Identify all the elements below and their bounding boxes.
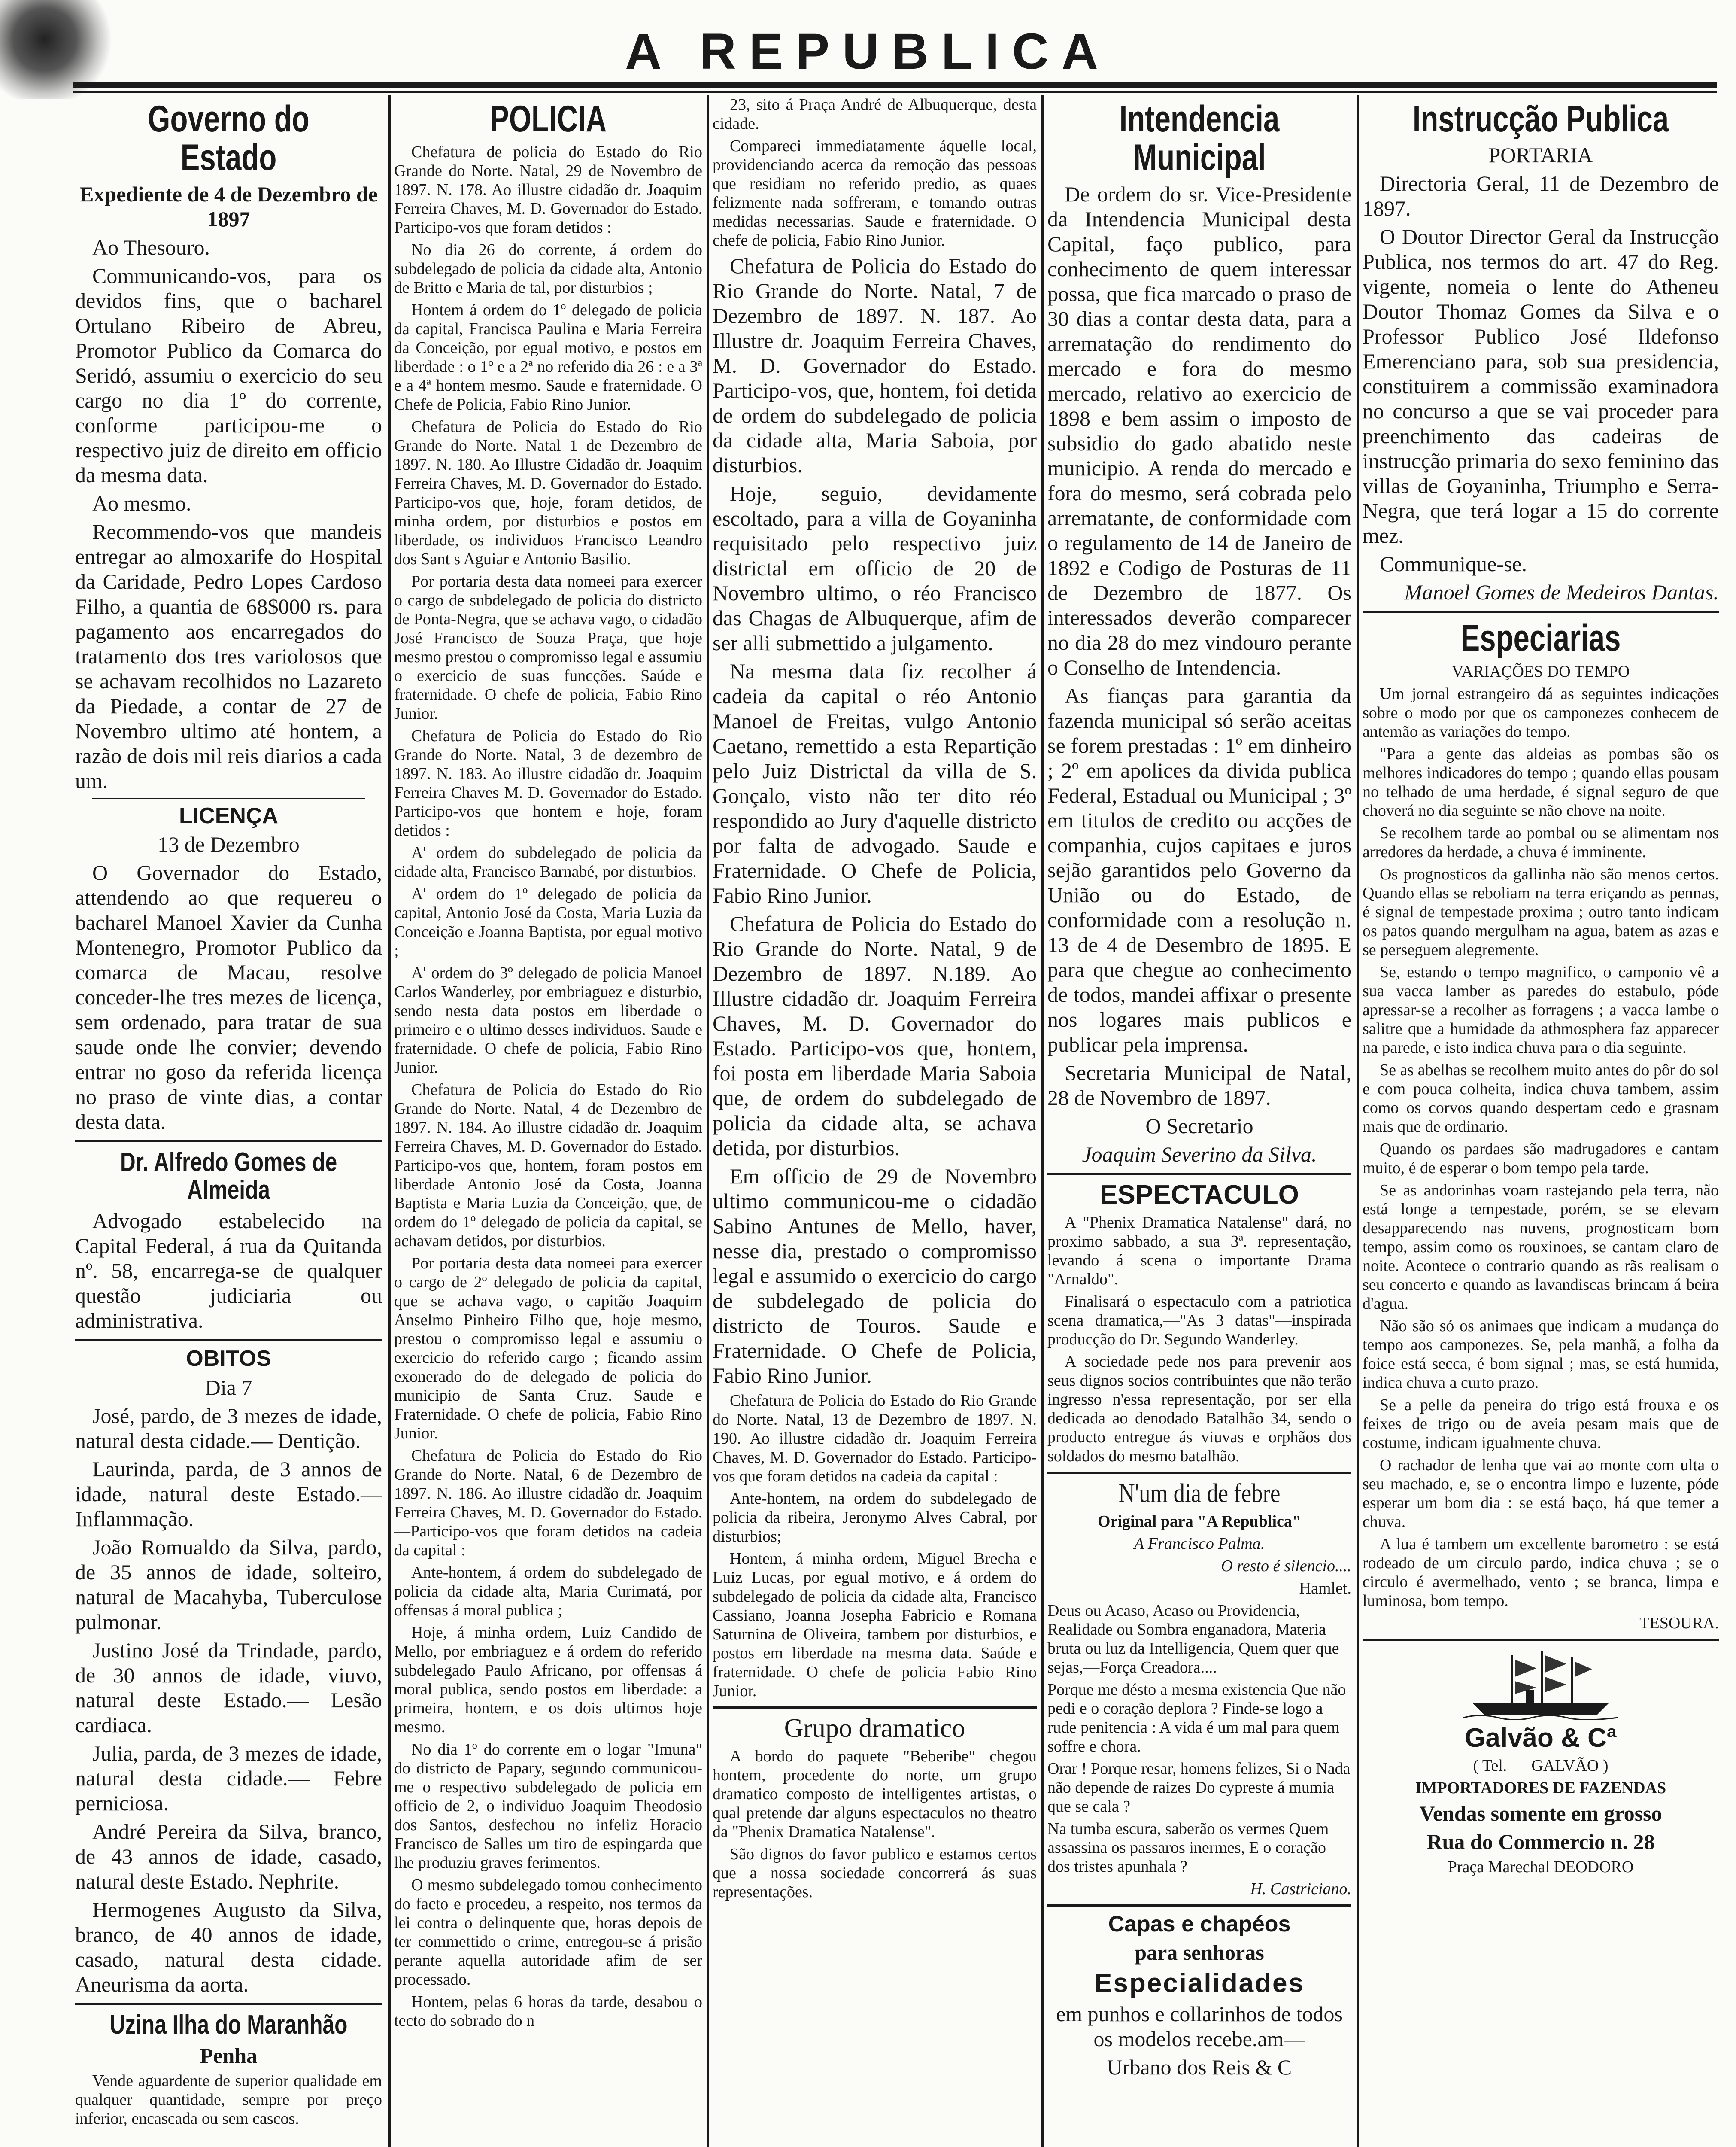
top-rule-thin — [73, 91, 1717, 93]
galvao-importers: IMPORTADORES DE FAZENDAS — [1415, 1779, 1666, 1797]
paragraph: O mesmo subdelegado tomou conhecimento do facto e procedeu, a respeito, nos termos da lei contra o delinquente que, horas depois de ter commettido o crime, entregou-se á prisão perante aquella autoridade afim de ser processado. — [394, 1876, 702, 1989]
paragraph: A lua é tambem um excellente barometro : se está rodeado de um circulo pardo, indica chuva ; se o circulo é avermelhado, vento ; se branca, limpa e luminosa, bom tempo. — [1363, 1535, 1719, 1610]
paragraph: A "Phenix Dramatica Natalense" dará, no proximo sabbado, a sua 3ª. representação, levando á scena o importante Drama "Arnaldo". — [1047, 1213, 1351, 1288]
divider — [75, 2003, 382, 2005]
obitos-title: OBITOS — [186, 1346, 271, 1372]
paragraph: Por portaria desta data nomeei para exercer o cargo de subdelegado de policia do districto de Ponta-Negra, que se achava vago, o cidadão José Francisco de Souza Praça, que hoje mesmo prestou o compromisso legal e assumiu o exercicio de suas funcções. Saúde e fraternidade. O chefe de policia, Fabio Rino Junior. — [394, 572, 702, 723]
poem-stanza: Porque me désto a mesma existencia Que não pedi e o coração deplora ? Finde-se logo a rude penitencia : A vida é um mal para quem soffre e chora. — [1047, 1680, 1346, 1755]
paragraph: A' ordem do 3º delegado de policia Manoel Carlos Wanderley, por embriaguez e disturbio, sendo nesta data postos em liberdade o primeiro e o ultimo desses individuos. Saude e fraternidade. O chefe de policia, Fabio Rino Junior. — [394, 964, 702, 1077]
obito-entry: João Romualdo da Silva, pardo, de 35 annos de idade, solteiro, natural de Macahyba, Tuberculose pulmonar. — [75, 1535, 382, 1634]
signature-name: Joaquim Severino da Silva. — [1082, 1142, 1317, 1166]
paragraph: 23, sito á Praça André de Albuquerque, desta cidade. — [713, 96, 1037, 133]
column-rule — [1041, 95, 1044, 2147]
paragraph: Chefatura de Policia do Estado do Rio Grande do Norte. Natal, 9 de Dezembro de 1897. N.189. Ao Illustre cidadão dr. Joaquim Ferreira Chaves, M. D. Governador do Estado. Participo-vos que, hontem, foi posta em liberdade Maria Saboia que, de ordem do subdelegado de policia da cidade alta, se achava detida, por disturbios. — [713, 912, 1037, 1160]
ad-title: Capas e chapéos — [1108, 1911, 1291, 1937]
paragraph: Quando os pardaes são madrugadores e cantam muito, é de esperar o bom tempo pela tarde. — [1363, 1140, 1719, 1177]
ad-subtitle: para senhoras — [1135, 1940, 1264, 1965]
paragraph: As fianças para garantia da fazenda municipal só serão aceitas se forem prestadas : 1º em dinheiro ; 2º em apolices da divida publica Federal, Estadual ou Municipal ; 3º em titulos de credito ou acções de companhia, cujos capitaes e juros sejão garantidos pelo Governo da União ou do Estado, de conformidade com a resolução n. 13 de 4 de Desembro de 1895. E para que chegue ao conhecimento de todos, mandei affixar o presente nos logares mais publicos e publicar pela imprensa. — [1047, 683, 1351, 1056]
paragraph: Por portaria desta data nomeei para exercer o cargo de 2º delegado de policia da capital, que se achava vago, o capitão Joaquim Anselmo Pinheiro Filho que, hoje mesmo, prestou o compromisso legal e assumiu o exercicio do referido cargo ; ficando assim exonerado do de delegado de policia do municipio de Santa Cruz. Saude e Fraternidade. O chefe de policia, Fabio Rino Junior. — [394, 1254, 702, 1443]
paragraph: Ao mesmo. — [92, 491, 191, 515]
obito-entry: Hermogenes Augusto da Silva, branco, de 40 annos de idade, casado, natural desta cidade. Aneurisma da aorta. — [75, 1897, 382, 1996]
poem-dedication: A Francisco Palma. — [1134, 1534, 1265, 1553]
paragraph: Directoria Geral, 11 de Dezembro de 1897. — [1363, 171, 1719, 221]
divider — [1363, 1639, 1719, 1641]
paragraph: No dia 26 do corrente, á ordem do subdelegado de policia da cidade alta, Antonio de Britto e Maria de tal, por disturbios ; — [394, 241, 702, 297]
section-header-especiarias: Especiarias — [1460, 617, 1621, 659]
paragraph: Em officio de 29 de Novembro ultimo communicou-me o cidadão Sabino Antunes de Mello, haver, nesse dia, prestado o compromisso legal e assumido o exercicio do cargo de subdelegado de policia do districto de Touros. Saude e Fraternidade. O Chefe de Policia, Fabio Rino Junior. — [713, 1164, 1037, 1387]
paragraph: Os prognosticos da gallinha não são menos certos. Quando ellas se reboliam na terra eriçando as pennas, é signal de tempestade proxima ; outro tanto indicam os patos quando mergulham na agua, batem as azas e se perseguem alegremente. — [1363, 865, 1719, 959]
paragraph: Recommendo-vos que mandeis entregar ao almoxarife do Hospital da Caridade, Pedro Lopes Cardoso Filho, a quantia de 68$000 rs. para pagamento aos encarregados do tratamento dos tres variolosos que se achavam recolhidos no Lazareto da Piedade, a contar de 27 de Novembro ultimo até hontem, a razão de dois mil reis diarios a cada um. — [75, 519, 382, 793]
licenca-date: 13 de Dezembro — [158, 832, 300, 857]
column-rule — [707, 95, 709, 2147]
column-rule — [388, 95, 391, 2147]
paragraph: Se recolhem tarde ao pombal ou se alimentam nos arredores da herdade, a chuva é imminente. — [1363, 824, 1719, 861]
top-rule — [73, 82, 1717, 88]
uzina-subtitle: Penha — [200, 2044, 258, 2068]
poem-epigraph-source: Hamlet. — [1299, 1579, 1351, 1597]
obito-entry: Laurinda, parda, de 3 annos de idade, natural deste Estado.— Inflammação. — [75, 1457, 382, 1531]
paragraph: Hontem, á minha ordem, Miguel Brecha e Luiz Lucas, por egual motivo, e á ordem do subdelegado de policia da cidade alta, Francisco Cassiano, Joanna Josepha Fabricio e Romana Saturnina de Oliveira, tambem por disturbios, e postos em liberdade na mesma data. Saúde e fraternidade. O chefe de policia Fabio Rino Junior. — [713, 1550, 1037, 1700]
paragraph: Hontem, pelas 6 horas da tarde, desabou o tecto do sobrado do n — [394, 1993, 702, 2030]
paragraph: Advogado estabelecido na Capital Federal, á rua da Quitanda nº. 58, encarrega-se de qualquer questão judiciaria ou administrativa. — [75, 1209, 382, 1333]
column-governo — [75, 95, 382, 2147]
poem-epigraph: O resto é silencio.... — [1221, 1557, 1351, 1575]
ad-signature: Urbano dos Reis & C — [1107, 2055, 1292, 2080]
variacoes-text — [1363, 684, 1719, 1633]
paragraph: Hontem á ordem do 1º delegado de policia da capital, Francisca Paulina e Maria Ferreira da Conceição, por egual motivo, e postos em liberdade : o 1º e a 2ª no referido dia 26 : e a 3ª e a 4ª hontem mesmo. Saude e fraternidade. O Chefe de Policia, Fabio Rino Junior. — [394, 301, 702, 414]
poem — [1047, 1480, 1351, 1898]
divider — [92, 798, 365, 799]
paragraph: Communicando-vos, para os devidos fins, que o bacharel Ortulano Ribeiro de Abreu, Promotor Publico da Comarca do Seridó, assumiu o exercicio do seu cargo no dia 1º do corrente, conforme participou-me o respectivo juiz de direito em officio da mesma data. — [75, 263, 382, 487]
espectaculo-title: ESPECTACULO — [1100, 1180, 1299, 1210]
column-intendencia — [1047, 95, 1351, 2147]
divider — [1047, 1472, 1351, 1474]
column-policia — [394, 95, 702, 2147]
paragraph: Se as andorinhas voam rastejando pela terra, não está longe a tempestade, porém, se se elevam desapparecendo nas nuvens, prognosticam bom tempo, assim como os rouxinoes, se cantam claro de noite. Acontece o contrario quando as rãs realisam o seu concerto e quando as lavandiscas brincam á beira d'agua. — [1363, 1181, 1719, 1313]
paragraph: Na mesma data fiz recolher á cadeia da capital o réo Antonio Manoel de Freitas, vulgo Antonio Caetano, remettido a esta Repartição pelo Juiz Districtal da villa de S. Gonçalo, visto não ter dito réo respondido ao Jury d'aquelle districto por falta de advogado. Saude e Fraternidade. O Chefe de Policia, Fabio Rino Junior. — [713, 659, 1037, 907]
poem-subtitle: Original para "A Republica" — [1098, 1512, 1301, 1530]
paragraph: Se a pelle da peneira do trigo está frouxa e os feixes de trigo ou de aveia pesam mais que de costume, indicam igualmente chuva. — [1363, 1396, 1719, 1452]
paragraph: São dignos do favor publico e estamos certos que a nossa sociedade concorrerá ás suas representações. — [713, 1845, 1037, 1901]
galvao-sales: Vendas somente em grosso — [1419, 1801, 1662, 1825]
poem-stanza: Deus ou Acaso, Acaso ou Providencia, Realidade ou Sombra enganadora, Materia bruta ou luz da Intelligencia, Quem quer que sejas,—Força Creadora.... — [1047, 1601, 1339, 1676]
portaria-heading: PORTARIA — [1488, 143, 1593, 167]
source-credit: TESOURA. — [1639, 1614, 1719, 1632]
divider — [75, 1140, 382, 1142]
paragraph: Chefatura de Policia do Estado do Rio Grande do Norte. Natal, 4 de Dezembro de 1897. N. 184. Ao illustre cidadão dr. Joaquim Ferreira Chaves, M. D. Governador do Estado. Participo-vos que, hontem, foram postos em liberdade Antonio José da Costa, Joanna Baptista e Maria Luzia da Conceição, que, de ordem do 1º delegado de policia da capital, se achavam detidos, por disturbios. — [394, 1081, 702, 1250]
paragraph: Ante-hontem, á ordem do subdelegado de policia da cidade alta, Maria Curimatá, por offensas á moral publica ; — [394, 1563, 702, 1620]
divider — [1047, 1904, 1351, 1907]
divider — [75, 1339, 382, 1341]
paragraph: O Doutor Director Geral da Instrucção Publica, nos termos do art. 47 do Reg. vigente, nomeia o lente do Atheneu Doutor Thomaz Gomes da Silva e o Professor Publico José Ildefonso Emerenciano para, sob sua presidencia, constituirem a commissão examinadora no concurso a que se vai proceder para preenchimento das cadeiras de instrucção primaria do sexo feminino das villas de Goyaninha, Triumpho e Serra-Negra, que terá logar a 15 do corrente mez. — [1363, 225, 1719, 548]
paragraph: A bordo do paquete "Beberibe" chegou hontem, procedente do norte, um grupo dramatico composto de intelligentes artistas, o qual pretende dar alguns espectaculos no theatro da "Phenix Dramatica Natalense". — [713, 1747, 1037, 1841]
advogado-title: Dr. Alfredo Gomes de Almeida — [120, 1147, 337, 1205]
paragraph: Finalisará o espectaculo com a patriotica scena dramatica,—"As 3 datas"—inspirada producção do Dr. Segundo Wanderley. — [1047, 1292, 1351, 1348]
paragraph: Secretaria Municipal de Natal, 28 de Novembro de 1897. — [1047, 1060, 1351, 1110]
poem-stanza: Orar ! Porque resar, homens felizes, Si o Nada não depende de raizes Do cypreste á mumia que se cala ? — [1047, 1759, 1351, 1816]
paragraph: A sociedade pede nos para prevenir aos seus dignos socios contribuintes que não terão ingresso n'essa representação, por ser ella dedicada ao denodado Batalhão 34, sendo o producto entregue ás viuvas e orphãos dos soldados do mesmo batalhão. — [1047, 1352, 1351, 1465]
paragraph: De ordem do sr. Vice-Presidente da Intendencia Municipal desta Capital, faço publico, para conhecimento de quem interessar possa, que fica marcado o praso de 30 dias a contar desta data, para a arrematação do rendimento do mercado e fora do mesmo mercado, relativo ao exercicio de 1898 e bem assim o imposto de subsidio do gado abatido neste municipio. A renda do mercado e fora do mesmo, será cobrada pelo arrematante, de conformidade com o regulamento de 14 de Janeiro de 1892 e Codigo de Posturas de 11 de Dezembro de 1877. Os interessados deverão comparecer no dia 28 do mez vindouro perante o Conselho de Intendencia. — [1047, 182, 1351, 679]
paragraph: Chefatura de Policia do Estado do Rio Grande do Norte. Natal, 7 de Dezembro de 1897. N. 187. Ao Illustre dr. Joaquim Ferreira Chaves, M. D. Governador do Estado. Participo-vos, que, hontem, foi detida de ordem do subdelegado de policia da cidade alta, Maria Saboia, por disturbios. — [713, 254, 1037, 477]
poem-stanza: Na tumba escura, saberão os vermes Quem assassina os passaros inermes, E o coração dos tristes apunhala ? — [1047, 1819, 1329, 1876]
section-header-intendencia: Intendencia Municipal — [1119, 98, 1280, 179]
column-policia-cont — [713, 95, 1037, 2147]
paragraph: A' ordem do 1º delegado de policia da capital, Antonio José da Costa, Maria Luzia da Conceição e Joanna Baptista, por egual motivo ; — [394, 885, 702, 960]
paragraph: A' ordem do subdelegado de policia da cidade alta, Francisco Barnabé, por disturbios. — [394, 844, 702, 881]
ship-icon — [1463, 1647, 1618, 1720]
paragraph: Chefatura de Policia do Estado do Rio Grande do Norte. Natal, 13 de Dezembro de 1897. N. 190. Ao illustre cidadão dr. Joaquim Ferreira Chaves, M. D. Governador do Estado. Participo-vos que foram detidos na cadeia da capital : — [713, 1392, 1037, 1485]
galvao-street: Rua do Commercio n. 28 — [1426, 1829, 1655, 1854]
paragraph: Hoje, seguio, devidamente escoltado, para a villa de Goyaninha requisitado pelo respectivo juiz districtal em officio de 20 de Novembro ultimo, o réo Francisco das Chagas de Albuquerque, afim de ser alli submettido a julgamento. — [713, 481, 1037, 655]
paragraph: Um jornal estrangeiro dá as seguintes indicações sobre o modo por que os camponezes conhecem de antemão as variações do tempo. — [1363, 684, 1719, 741]
galvao-title: Galvão & Cª — [1465, 1723, 1617, 1753]
uzina-title: Uzina Ilha do Maranhão — [109, 2010, 348, 2040]
paragraph: Communique-se. — [1380, 552, 1527, 576]
divider — [1047, 1173, 1351, 1175]
paragraph: Hoje, á minha ordem, Luiz Candido de Mello, por embriaguez e á ordem do referido subdelegado Paulo Africano, por offensas á moral publica, sendo postos em liberdade: a primeira, hontem, e os dois ultimos hoje mesmo. — [394, 1624, 702, 1736]
section-header-governo: Governo do Estado — [148, 98, 310, 179]
poem-title: N'um dia de febre — [1118, 1478, 1281, 1508]
column-instruccao — [1363, 95, 1719, 2147]
paragraph: Chefatura de Policia do Estado do Rio Grande do Norte. Natal 1 de Dezembro de 1897. N. 180. Ao Illustre Cidadão dr. Joaquim Ferreira Chaves, M. D. Governador do Estado. Participo-vos que, hoje, foram detidos, de minha ordem, por disturbios e postos em liberdade, os individuos Francisco Leandro dos Sant s Aguiar e Antonio Basilio. — [394, 418, 702, 569]
paragraph: Ante-hontem, na ordem do subdelegado de policia da ribeira, Jeronymo Alves Cabral, por disturbios; — [713, 1490, 1037, 1545]
obito-entry: José, pardo, de 3 mezes de idade, natural desta cidade.— Dentição. — [75, 1403, 382, 1453]
paragraph: Vende aguardente de superior qualidade em qualquer quantidade, sempre por preço inferior, encascada ou sem cascos. — [75, 2072, 382, 2128]
poem-author: H. Castriciano. — [1250, 1879, 1351, 1898]
galvao-telegraph: ( Tel. — GALVÃO ) — [1473, 1756, 1609, 1775]
paragraph: Não são só os animaes que indicam a mudança do tempo aos camponezes. Se, pela manhã, a folha da foice está secca, é bom signal ; mas, se está humida, indica chuva a curto prazo. — [1363, 1317, 1719, 1392]
paragraph: No dia 1º do corrente em o logar "Imuna" do districto de Papary, segundo communicou-me o respectivo subdelegado de policia em officio de 2, o individuo Joaquim Theodosio dos Santos, desfechou no infeliz Horacio Francisco de Salles um tiro de espingarda que lhe produziu graves ferimentos. — [394, 1740, 702, 1872]
divider — [713, 1706, 1037, 1709]
section-header-instruccao: Instrucção Publica — [1412, 98, 1669, 140]
signature-name: Manoel Gomes de Medeiros Dantas. — [1404, 580, 1719, 605]
signature-title: O Secretario — [1145, 1113, 1253, 1138]
galvao-square: Praça Marechal DEODORO — [1448, 1858, 1634, 1876]
paragraph: Se as abelhas se recolhem muito antes do pôr do sol e com pouca colheita, indica chuva tambem, assim como os corvos quando despertam cedo e grasnam mais que de ordinario. — [1363, 1061, 1719, 1136]
expediente-heading: Expediente de 4 de Dezembro de 1897 — [79, 182, 378, 231]
paragraph: Chefatura de Policia do Estado do Rio Grande do Norte. Natal, 3 de dezembro de 1897. N. 183. Ao illustre cidadão dr. Joaquim Ferreira Chaves M. D. Governador do Estado. Participo-vos que hontem e hoje, foram detidos : — [394, 727, 702, 840]
paragraph: Chefatura de Policia do Estado do Rio Grande do Norte. Natal, 6 de Dezembro de 1897. N. 186. Ao illustre cidadão dr. Joaquim Ferreira Chaves, M. D. Governador do Estado.—Participo-vos que foram detidos na cadeia da capital : — [394, 1447, 702, 1560]
divider — [1363, 611, 1719, 613]
newspaper-title: A REPUBLICA — [625, 23, 1111, 80]
licenca-title: LICENÇA — [179, 803, 279, 828]
paragraph: O Governador do Estado, attendendo ao que requereu o bacharel Manoel Xavier da Cunha Montenegro, Promotor Publico da comarca de Macau, resolve conceder-lhe tres mezes de licença, sem ordenado, para tratar de sua saude onde lhe convier; devendo entrar no goso da referida licença no praso de vinte dias, a contar desta data. — [75, 861, 382, 1134]
paragraph: "Para a gente das aldeias as pombas são os melhores indicadores do tempo ; quando ellas pousam no telhado de uma herdade, é signal seguro de que choverá no dia seguinte se não chove na noite. — [1363, 745, 1719, 820]
column-rule — [1357, 95, 1359, 2147]
paragraph: Compareci immediatamente áquelle local, providenciando acerca da remoção das pessoas que residiam no referido predio, as quaes felizmente nada soffreram, e tomando outras medidas necessarias. Saude e fraternidade. O chefe de policia, Fabio Rino Junior. — [713, 137, 1037, 249]
paragraph: O rachador de lenha que vai ao monte com ulta o seu machado, e, se o encontra limpo e luzente, póde esperar um bom dia : se está baço, há que temer a chuva. — [1363, 1456, 1719, 1531]
grupo-dramatico-title: Grupo dramatico — [784, 1714, 965, 1743]
obitos-day: Dia 7 — [205, 1375, 252, 1399]
obito-entry: Justino José da Trindade, pardo, de 30 annos de idade, viuvo, natural deste Estado.— Lesão cardiaca. — [75, 1638, 382, 1737]
paragraph: Se, estando o tempo magnifico, o camponio vê a sua vacca lamber as paredes do estabulo, póde apressar-se a recolher as forragens ; a vacca lambe o salitre que a humidade da athmosphera faz apparecer na parede, e isto indica chuva para o dia seguinte. — [1363, 963, 1719, 1057]
paragraph: Ao Thesouro. — [92, 235, 210, 259]
variacoes-title: VARIAÇÕES DO TEMPO — [1451, 662, 1630, 681]
obito-entry: Julia, parda, de 3 mezes de idade, natural desta cidade.— Febre perniciosa. — [75, 1741, 382, 1815]
masthead — [0, 23, 1736, 80]
obito-entry: André Pereira da Silva, branco, de 43 annos de idade, casado, natural deste Estado. Nephrite. — [75, 1819, 382, 1893]
section-header-policia: POLICIA — [489, 98, 607, 140]
ad-text: em punhos e collarinhos de todos os modelos recebe.am— — [1056, 2002, 1343, 2051]
ad-specialties: Especialidades — [1094, 1968, 1305, 1998]
paragraph: Chefatura de policia do Estado do Rio Grande do Norte. Natal, 29 de Novembro de 1897. N. 178. Ao illustre cidadão dr. Joaquim Ferreira Chaves, M. D. Governador do Estado. Participo-vos que foram detidos : — [394, 143, 702, 237]
